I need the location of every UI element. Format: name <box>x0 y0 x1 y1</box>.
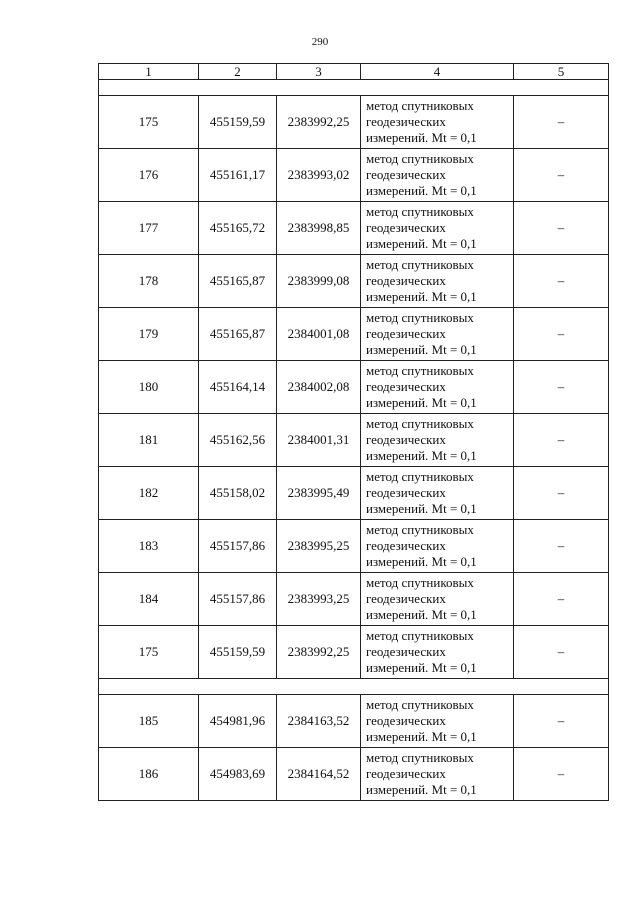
table-row <box>99 149 609 202</box>
method-line: измерений. Mt = 0,1 <box>366 236 477 251</box>
notes-cell: – <box>514 467 609 520</box>
method-cell <box>361 748 514 801</box>
method-line: измерений. Mt = 0,1 <box>366 289 477 304</box>
method-line: метод спутниковых <box>366 257 474 272</box>
point-number-cell: 175 <box>99 96 199 149</box>
method-line: геодезических <box>366 432 446 447</box>
coord-x-cell: 455162,56 <box>199 414 277 467</box>
notes-cell: – <box>514 308 609 361</box>
point-number-cell: 183 <box>99 520 199 573</box>
method-line: метод спутниковых <box>366 628 474 643</box>
coord-x-cell: 455159,59 <box>199 626 277 679</box>
coord-x-cell: 455159,59 <box>199 96 277 149</box>
method-line: метод спутниковых <box>366 575 474 590</box>
coord-y-cell: 2383993,25 <box>277 573 361 626</box>
table-row <box>99 96 609 149</box>
method-line: измерений. Mt = 0,1 <box>366 130 477 145</box>
point-number-cell: 177 <box>99 202 199 255</box>
method-line: геодезических <box>366 766 446 781</box>
method-cell <box>361 202 514 255</box>
section-separator-cell <box>99 80 609 96</box>
method-cell <box>361 414 514 467</box>
coord-x-cell: 454981,96 <box>199 695 277 748</box>
method-line: метод спутниковых <box>366 522 474 537</box>
notes-cell: – <box>514 149 609 202</box>
method-line: геодезических <box>366 220 446 235</box>
coord-y-cell: 2384163,52 <box>277 695 361 748</box>
section-separator-cell <box>99 679 609 695</box>
coord-x-cell: 455164,14 <box>199 361 277 414</box>
method-line: геодезических <box>366 379 446 394</box>
point-number-cell: 179 <box>99 308 199 361</box>
header-cell: 3 <box>277 64 361 80</box>
method-cell <box>361 626 514 679</box>
method-cell <box>361 695 514 748</box>
coord-x-cell: 455165,87 <box>199 255 277 308</box>
method-line: геодезических <box>366 713 446 728</box>
method-cell <box>361 149 514 202</box>
table-row <box>99 748 609 801</box>
method-cell <box>361 520 514 573</box>
coord-y-cell: 2383995,25 <box>277 520 361 573</box>
coord-y-cell: 2384001,31 <box>277 414 361 467</box>
method-line: измерений. Mt = 0,1 <box>366 501 477 516</box>
point-number-cell: 180 <box>99 361 199 414</box>
notes-cell: – <box>514 748 609 801</box>
method-line: измерений. Mt = 0,1 <box>366 607 477 622</box>
method-line: измерений. Mt = 0,1 <box>366 448 477 463</box>
method-line: измерений. Mt = 0,1 <box>366 183 477 198</box>
method-cell <box>361 96 514 149</box>
table-row <box>99 255 609 308</box>
section-separator-row <box>99 679 609 695</box>
method-line: измерений. Mt = 0,1 <box>366 729 477 744</box>
notes-cell: – <box>514 695 609 748</box>
method-line: измерений. Mt = 0,1 <box>366 660 477 675</box>
method-cell <box>361 573 514 626</box>
notes-cell: – <box>514 255 609 308</box>
method-line: геодезических <box>366 591 446 606</box>
point-number-cell: 176 <box>99 149 199 202</box>
coord-y-cell: 2383992,25 <box>277 96 361 149</box>
method-line: метод спутниковых <box>366 363 474 378</box>
method-line: метод спутниковых <box>366 469 474 484</box>
header-cell: 1 <box>99 64 199 80</box>
notes-cell: – <box>514 361 609 414</box>
point-number-cell: 182 <box>99 467 199 520</box>
table-row <box>99 520 609 573</box>
notes-cell: – <box>514 96 609 149</box>
method-line: измерений. Mt = 0,1 <box>366 782 477 797</box>
method-line: метод спутниковых <box>366 151 474 166</box>
coord-y-cell: 2384001,08 <box>277 308 361 361</box>
coord-x-cell: 455158,02 <box>199 467 277 520</box>
coord-y-cell: 2384002,08 <box>277 361 361 414</box>
point-number-cell: 181 <box>99 414 199 467</box>
point-number-cell: 185 <box>99 695 199 748</box>
method-cell <box>361 308 514 361</box>
coordinates-table <box>98 63 609 801</box>
table-row <box>99 414 609 467</box>
method-cell <box>361 361 514 414</box>
coord-y-cell: 2383995,49 <box>277 467 361 520</box>
table-body <box>99 64 609 801</box>
method-cell <box>361 467 514 520</box>
table-row <box>99 308 609 361</box>
point-number-cell: 184 <box>99 573 199 626</box>
method-line: геодезических <box>366 485 446 500</box>
coord-x-cell: 455165,72 <box>199 202 277 255</box>
notes-cell: – <box>514 626 609 679</box>
method-line: геодезических <box>366 326 446 341</box>
notes-cell: – <box>514 573 609 626</box>
method-line: метод спутниковых <box>366 697 474 712</box>
coord-y-cell: 2383992,25 <box>277 626 361 679</box>
header-cell: 5 <box>514 64 609 80</box>
method-line: геодезических <box>366 273 446 288</box>
page-number: 290 <box>311 36 329 48</box>
notes-cell: – <box>514 520 609 573</box>
method-line: измерений. Mt = 0,1 <box>366 395 477 410</box>
notes-cell: – <box>514 202 609 255</box>
method-line: геодезических <box>366 167 446 182</box>
header-row <box>99 64 609 80</box>
coord-x-cell: 455157,86 <box>199 520 277 573</box>
method-line: метод спутниковых <box>366 204 474 219</box>
coord-y-cell: 2383999,08 <box>277 255 361 308</box>
table-row <box>99 467 609 520</box>
method-line: измерений. Mt = 0,1 <box>366 342 477 357</box>
table-row <box>99 626 609 679</box>
coord-y-cell: 2383993,02 <box>277 149 361 202</box>
notes-cell: – <box>514 414 609 467</box>
method-line: геодезических <box>366 114 446 129</box>
method-line: измерений. Mt = 0,1 <box>366 554 477 569</box>
coord-x-cell: 454983,69 <box>199 748 277 801</box>
method-line: геодезических <box>366 644 446 659</box>
header-cell: 2 <box>199 64 277 80</box>
coord-x-cell: 455165,87 <box>199 308 277 361</box>
table-row <box>99 573 609 626</box>
coord-x-cell: 455157,86 <box>199 573 277 626</box>
point-number-cell: 178 <box>99 255 199 308</box>
method-line: метод спутниковых <box>366 416 474 431</box>
point-number-cell: 186 <box>99 748 199 801</box>
table-row <box>99 695 609 748</box>
section-separator-row <box>99 80 609 96</box>
method-line: метод спутниковых <box>366 98 474 113</box>
method-cell <box>361 255 514 308</box>
coord-y-cell: 2383998,85 <box>277 202 361 255</box>
method-line: геодезических <box>366 538 446 553</box>
coord-x-cell: 455161,17 <box>199 149 277 202</box>
coord-y-cell: 2384164,52 <box>277 748 361 801</box>
point-number-cell: 175 <box>99 626 199 679</box>
table-row <box>99 361 609 414</box>
header-cell: 4 <box>361 64 514 80</box>
method-line: метод спутниковых <box>366 750 474 765</box>
table-row <box>99 202 609 255</box>
method-line: метод спутниковых <box>366 310 474 325</box>
